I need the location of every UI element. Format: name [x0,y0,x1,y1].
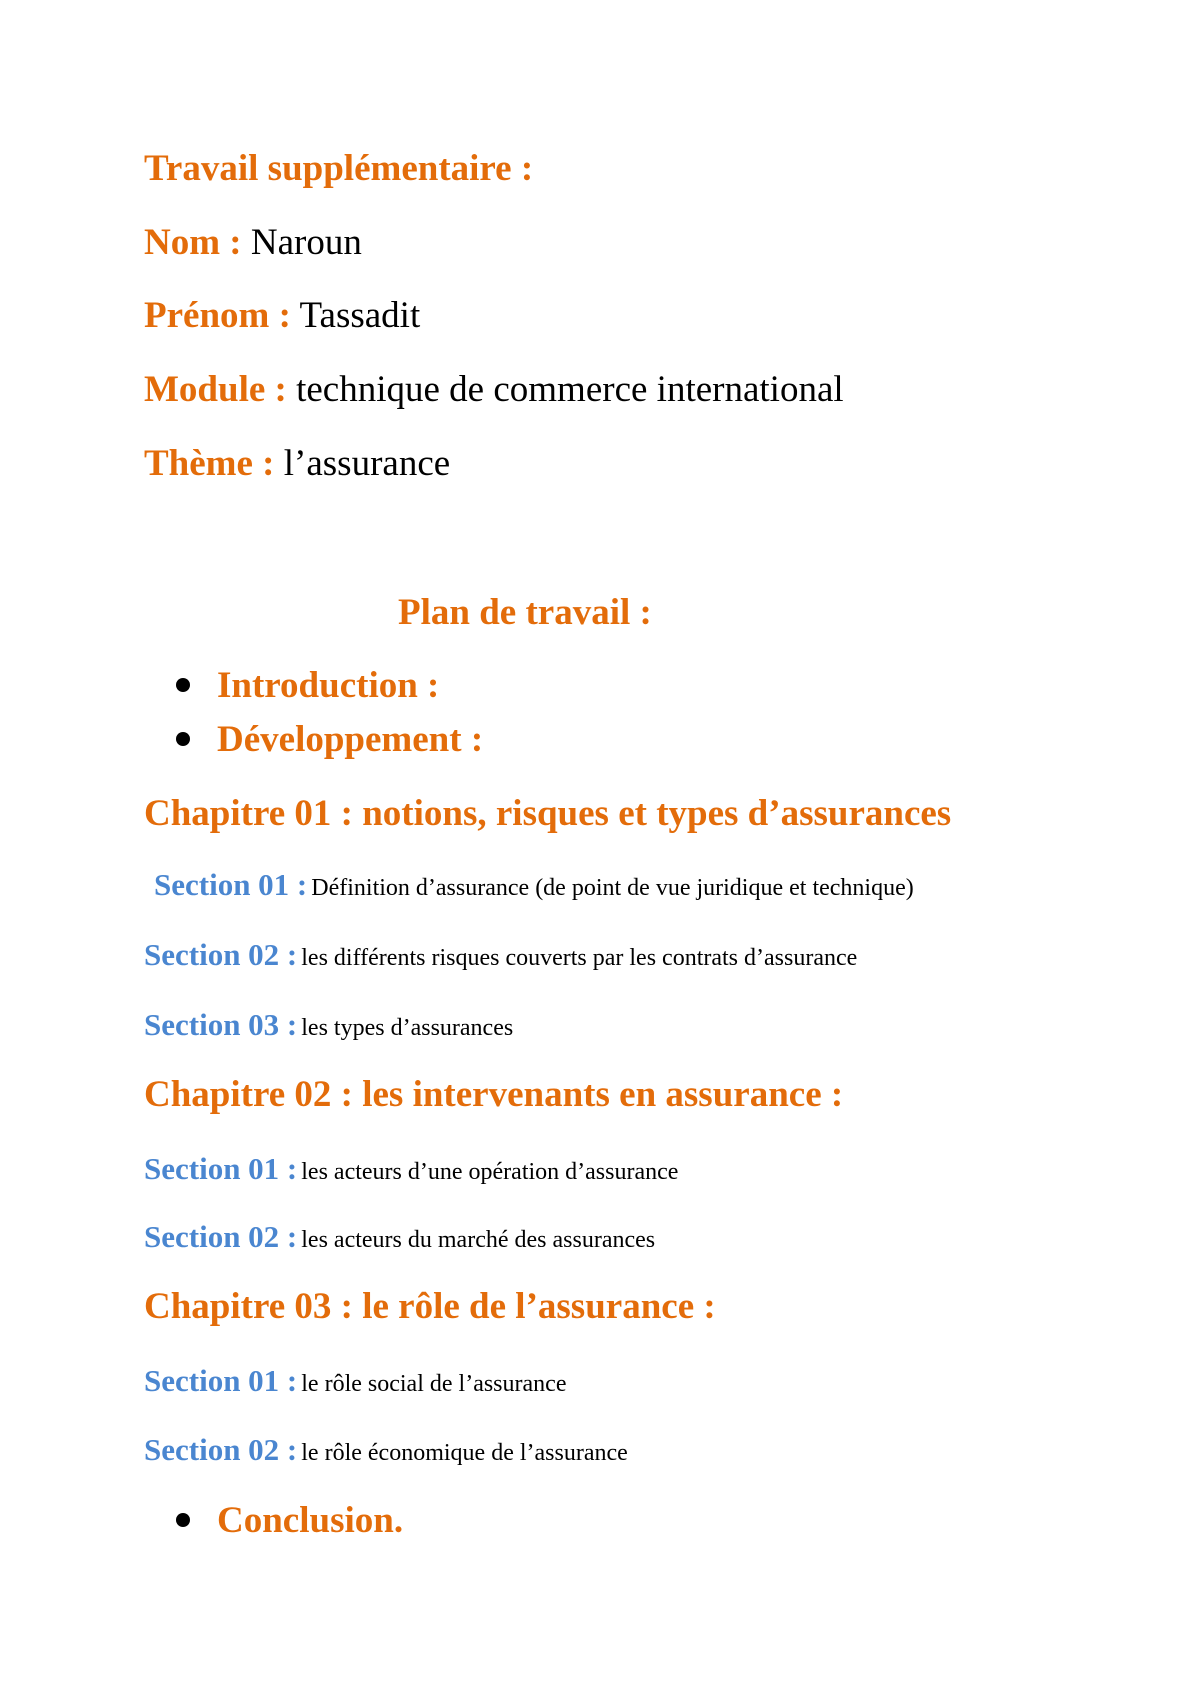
field-value: Tassadit [299,295,421,336]
field-label: Module : [144,369,287,410]
section-item [144,1153,678,1184]
section-label: Section 02 : [144,1219,298,1254]
plan-item-label: Développement : [217,719,484,760]
section-label: Section 01 : [154,867,308,902]
plan-item-introduction [176,667,439,704]
field-prenom [144,297,420,334]
chapter-title: Chapitre 02 : les intervenants en assurance : [144,1074,844,1115]
field-nom [144,224,362,261]
section-text: les acteurs du marché des assurances [301,1227,656,1253]
plan-item-label: Introduction : [217,665,440,706]
section-item [144,1434,628,1465]
section-item [144,1009,513,1040]
bullet-icon [176,1513,190,1527]
plan-item-label: Conclusion. [217,1500,404,1541]
section-label: Section 02 : [144,937,298,972]
plan-title: Plan de travail : [398,592,652,633]
section-label: Section 01 : [144,1363,298,1398]
section-label: Section 02 : [144,1432,298,1467]
field-label: Thème : [144,443,275,484]
section-text: les différents risques couverts par les contrats d’assurance [301,945,858,971]
field-value: Naroun [250,222,362,263]
document-title: Travail supplémentaire : [144,148,534,189]
plan-item-developpement [176,721,483,758]
chapter-title: Chapitre 03 : le rôle de l’assurance : [144,1286,716,1327]
section-label: Section 03 : [144,1007,298,1042]
field-module [144,371,844,408]
field-theme [144,445,450,482]
bullet-icon [176,678,190,692]
plan-item-conclusion [176,1502,403,1539]
section-item [154,869,914,900]
section-text: les acteurs d’une opération d’assurance [301,1159,679,1185]
field-value: l’assurance [283,443,451,484]
section-item [144,939,857,970]
section-item [144,1221,655,1252]
field-label: Prénom : [144,295,291,336]
section-text: les types d’assurances [301,1015,514,1041]
section-text: le rôle social de l’assurance [301,1371,567,1397]
field-label: Nom : [144,222,242,263]
bullet-icon [176,732,190,746]
section-label: Section 01 : [144,1151,298,1186]
chapter-title: Chapitre 01 : notions, risques et types d’assurances [144,793,952,834]
section-text: le rôle économique de l’assurance [301,1440,628,1466]
section-item [144,1365,566,1396]
field-value: technique de commerce international [296,369,844,410]
section-text: Définition d’assurance (de point de vue juridique et technique) [311,875,914,901]
